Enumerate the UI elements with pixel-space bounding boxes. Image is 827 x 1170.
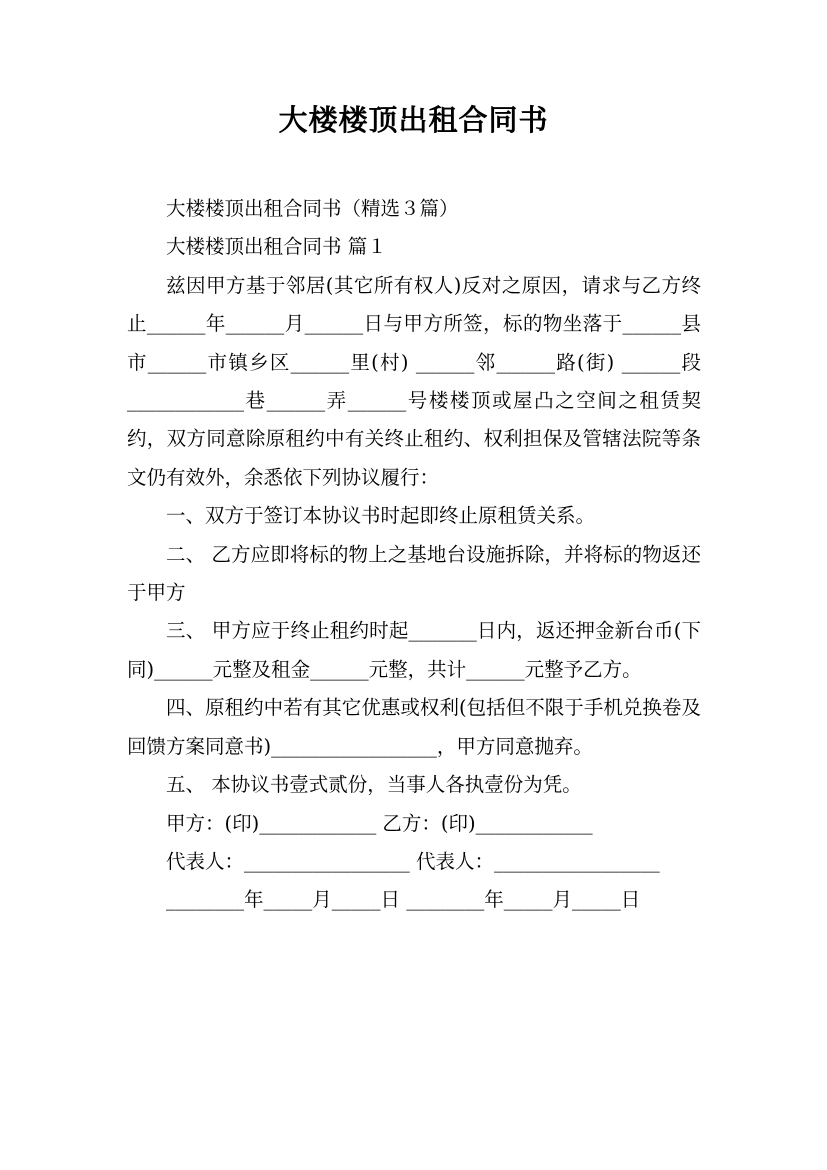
document-title: 大楼楼顶出租合同书 xyxy=(278,103,549,137)
preamble-paragraph: 兹因甲方基于邻居(其它所有权人)反对之原因，请求与乙方终止______年______月______日与甲方所签，标的物坐落于______县市______市镇乡区______里(村) ______邻______路(街) ______段____________巷______弄______号楼楼顶或屋凸之空间之租赁契约，双方同意除原租约中有关终止租约、权利担保及管辖法院等条文仍有效外，余悉依下列协议履行： xyxy=(127,273,701,489)
clause-1: 一、双方于签订本协议书时起即终止原租赁关系。 xyxy=(166,504,596,528)
clause-5: 五、 本协议书壹式贰份，当事人各执壹份为凭。 xyxy=(166,773,582,797)
document-body xyxy=(127,190,701,920)
clause-4: 四、原租约中若有其它优惠或权利(包括但不限于手机兑换卷及回馈方案同意书)_________________，甲方同意抛弃。 xyxy=(127,696,701,758)
clause-2: 二、 乙方应即将标的物上之基地台设施拆除，并将标的物返还于甲方 xyxy=(127,542,701,605)
signature-party-line: 甲方：(印)____________ 乙方：(印)____________ xyxy=(166,811,593,835)
section-heading: 大楼楼顶出租合同书 篇１ xyxy=(166,235,387,259)
signature-representative-line: 代表人：_________________ 代表人：_________________ xyxy=(166,849,660,873)
signature-block xyxy=(127,805,701,920)
document-subtitle: 大楼楼顶出租合同书（精选３篇） xyxy=(166,197,459,220)
clause-3: 三、 甲方应于终止租约时起_______日内，返还押金新台币(下同)______元整及租金______元整，共计______元整予乙方。 xyxy=(127,619,701,681)
signature-date-line: ________年_____月_____日 ________年_____月_____日 xyxy=(166,888,641,912)
